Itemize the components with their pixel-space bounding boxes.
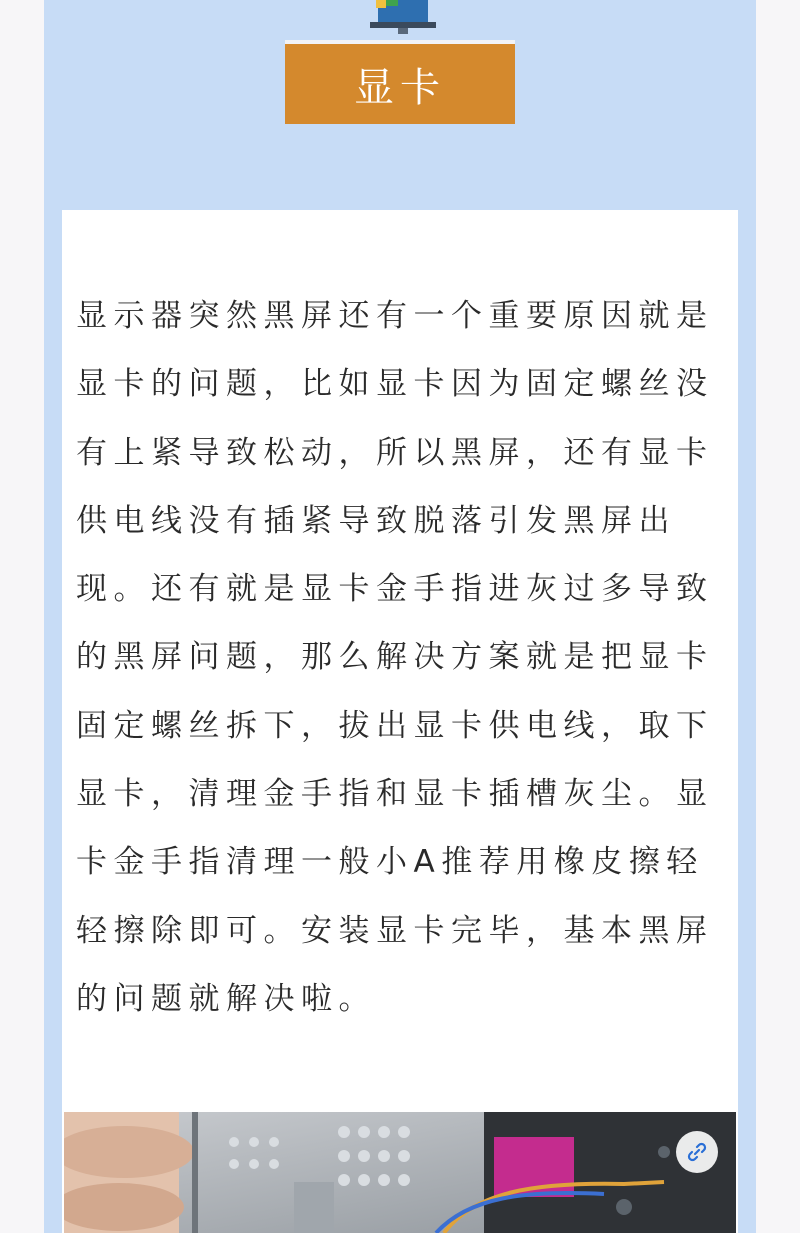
monitor-icon: [370, 0, 436, 34]
article-paragraph: 显示器突然黑屏还有一个重要原因就是显卡的问题，比如显卡因为固定螺丝没有上紧导致松动，所以黑屏，还有显卡供电线没有插紧导致脱落引发黑屏出现。还有就是显卡金手指进灰过多导致的黑屏问题，那么解决方案就是把显卡固定螺丝拆下，拔出显卡供电线，取下显卡，清理金手指和显卡插槽灰尘。显卡金手指清理一般小A推荐用橡皮擦轻轻擦除即可。安装显卡完毕，基本黑屏的问题就解决啦。: [76, 298, 714, 1017]
article-photo: [64, 1112, 736, 1233]
link-button[interactable]: [676, 1131, 718, 1173]
section-title: 显卡: [354, 64, 446, 111]
graphics-card-install-image: [64, 1112, 736, 1233]
section-title-banner: [285, 40, 515, 124]
link-icon: [686, 1141, 708, 1163]
article-card: [62, 210, 738, 1233]
